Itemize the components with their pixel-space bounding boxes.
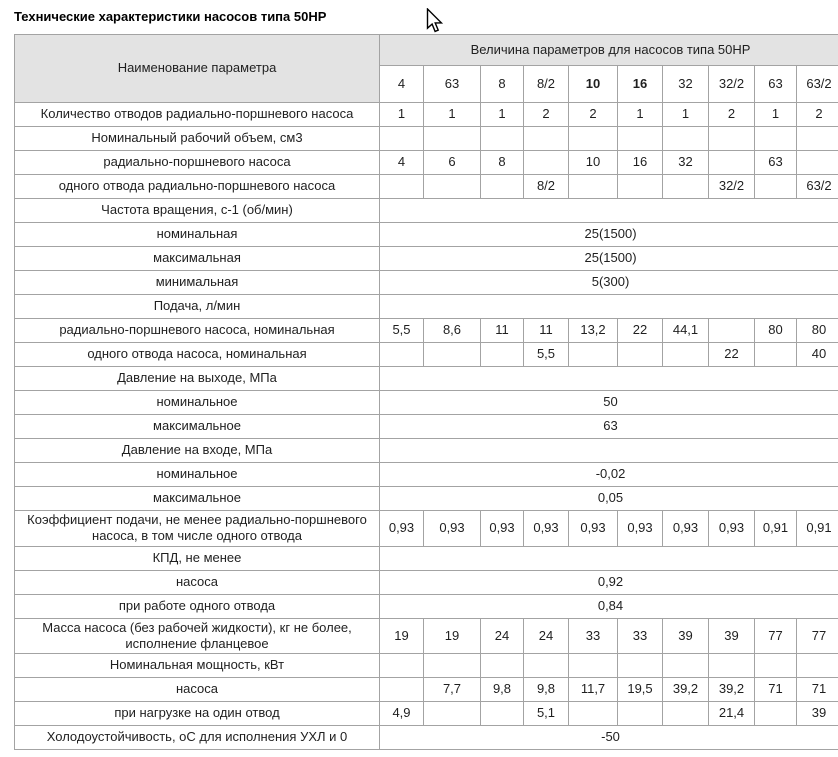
value-cell	[424, 702, 481, 726]
value-cell	[481, 175, 524, 199]
value-cell: 2	[709, 103, 755, 127]
values-header: Величина параметров для насосов типа 50НР	[380, 35, 838, 66]
value-cell: 32/2	[709, 175, 755, 199]
table-row	[15, 391, 838, 415]
merged-value-cell	[380, 439, 838, 463]
merged-value-cell: 0,84	[380, 594, 838, 618]
value-cell: 0,93	[481, 511, 524, 547]
table-header	[15, 35, 838, 103]
value-cell	[618, 343, 663, 367]
value-cell	[709, 127, 755, 151]
param-label: номинальное	[15, 391, 380, 415]
table-row	[15, 199, 838, 223]
value-cell	[569, 343, 618, 367]
table-row	[15, 319, 838, 343]
value-cell: 11,7	[569, 678, 618, 702]
value-cell: 33	[618, 618, 663, 654]
merged-value-cell: 63	[380, 415, 838, 439]
value-cell: 6	[424, 151, 481, 175]
table-row	[15, 487, 838, 511]
table-row	[15, 247, 838, 271]
value-cell: 8	[481, 151, 524, 175]
value-cell: 39,2	[663, 678, 709, 702]
value-cell: 21,4	[709, 702, 755, 726]
value-cell	[380, 343, 424, 367]
value-cell	[569, 127, 618, 151]
param-label: Частота вращения, с-1 (об/мин)	[15, 199, 380, 223]
value-cell: 9,8	[524, 678, 569, 702]
value-cell: 24	[481, 618, 524, 654]
value-cell	[380, 654, 424, 678]
table-row	[15, 103, 838, 127]
value-cell: 63/2	[797, 175, 838, 199]
value-cell: 4	[380, 151, 424, 175]
param-label: минимальная	[15, 271, 380, 295]
table-row	[15, 594, 838, 618]
table-row	[15, 654, 838, 678]
value-cell: 7,7	[424, 678, 481, 702]
value-cell	[755, 343, 797, 367]
merged-value-cell	[380, 199, 838, 223]
value-cell: 0,93	[569, 511, 618, 547]
merged-value-cell: 50	[380, 391, 838, 415]
param-label: максимальное	[15, 487, 380, 511]
table-row	[15, 511, 838, 547]
value-cell	[569, 654, 618, 678]
column-header: 10	[569, 66, 618, 103]
table-row	[15, 175, 838, 199]
table-row	[15, 702, 838, 726]
value-cell: 44,1	[663, 319, 709, 343]
merged-value-cell: 0,05	[380, 487, 838, 511]
value-cell	[424, 175, 481, 199]
value-cell	[755, 702, 797, 726]
param-label: насоса	[15, 570, 380, 594]
column-header: 4	[380, 66, 424, 103]
value-cell	[424, 343, 481, 367]
value-cell: 19	[380, 618, 424, 654]
value-cell: 8,6	[424, 319, 481, 343]
value-cell	[663, 343, 709, 367]
table-row	[15, 546, 838, 570]
value-cell	[618, 654, 663, 678]
value-cell	[569, 175, 618, 199]
value-cell: 0,93	[663, 511, 709, 547]
value-cell: 5,5	[380, 319, 424, 343]
value-cell: 13,2	[569, 319, 618, 343]
value-cell: 4,9	[380, 702, 424, 726]
column-header: 63/2	[797, 66, 838, 103]
value-cell: 71	[755, 678, 797, 702]
value-cell	[618, 702, 663, 726]
specs-table	[14, 34, 838, 750]
table-row	[15, 367, 838, 391]
param-label: Масса насоса (без рабочей жидкости), кг не более, исполнение фланцевое	[15, 618, 380, 654]
value-cell: 11	[524, 319, 569, 343]
page-title: Технические характеристики насосов типа 50НР	[14, 9, 327, 24]
value-cell	[481, 127, 524, 151]
value-cell: 0,93	[618, 511, 663, 547]
param-label: Давление на выходе, МПа	[15, 367, 380, 391]
table-row	[15, 618, 838, 654]
param-label: одного отвода радиально-поршневого насоса	[15, 175, 380, 199]
param-label: номинальная	[15, 223, 380, 247]
value-cell: 2	[797, 103, 838, 127]
value-cell	[569, 702, 618, 726]
value-cell	[380, 678, 424, 702]
value-cell: 1	[481, 103, 524, 127]
value-cell	[380, 127, 424, 151]
value-cell	[709, 319, 755, 343]
param-label: Номинальная мощность, кВт	[15, 654, 380, 678]
table-row	[15, 726, 838, 750]
value-cell	[380, 175, 424, 199]
value-cell: 10	[569, 151, 618, 175]
value-cell: 0,93	[709, 511, 755, 547]
param-label: радиально-поршневого насоса	[15, 151, 380, 175]
value-cell: 39	[663, 618, 709, 654]
merged-value-cell: 25(1500)	[380, 247, 838, 271]
value-cell	[755, 175, 797, 199]
value-cell: 40	[797, 343, 838, 367]
column-header: 32/2	[709, 66, 755, 103]
param-label: Коэффициент подачи, не менее радиально-поршневого насоса, в том числе одного отвода	[15, 511, 380, 547]
table-row	[15, 343, 838, 367]
table-row	[15, 151, 838, 175]
merged-value-cell	[380, 546, 838, 570]
merged-value-cell: 0,92	[380, 570, 838, 594]
value-cell: 1	[755, 103, 797, 127]
value-cell: 32	[663, 151, 709, 175]
value-cell: 2	[569, 103, 618, 127]
value-cell	[618, 127, 663, 151]
value-cell	[481, 343, 524, 367]
merged-value-cell	[380, 295, 838, 319]
param-label: Количество отводов радиально-поршневого насоса	[15, 103, 380, 127]
value-cell: 0,93	[524, 511, 569, 547]
merged-value-cell: -0,02	[380, 463, 838, 487]
param-label: при работе одного отвода	[15, 594, 380, 618]
param-label: Подача, л/мин	[15, 295, 380, 319]
value-cell: 8/2	[524, 175, 569, 199]
value-cell: 5,5	[524, 343, 569, 367]
value-cell: 1	[618, 103, 663, 127]
value-cell: 63	[755, 151, 797, 175]
value-cell: 1	[424, 103, 481, 127]
param-label: максимальное	[15, 415, 380, 439]
value-cell: 24	[524, 618, 569, 654]
param-label: максимальная	[15, 247, 380, 271]
param-label: номинальное	[15, 463, 380, 487]
value-cell: 71	[797, 678, 838, 702]
value-cell: 9,8	[481, 678, 524, 702]
value-cell	[424, 654, 481, 678]
column-header: 16	[618, 66, 663, 103]
column-header: 63	[755, 66, 797, 103]
table-body	[15, 103, 838, 750]
column-header: 63	[424, 66, 481, 103]
table-row	[15, 463, 838, 487]
value-cell: 22	[618, 319, 663, 343]
value-cell: 39,2	[709, 678, 755, 702]
value-cell: 1	[380, 103, 424, 127]
param-label: радиально-поршневого насоса, номинальная	[15, 319, 380, 343]
value-cell: 11	[481, 319, 524, 343]
value-cell: 5,1	[524, 702, 569, 726]
value-cell: 0,93	[424, 511, 481, 547]
table-row	[15, 439, 838, 463]
table-row	[15, 415, 838, 439]
value-cell: 80	[755, 319, 797, 343]
table-row	[15, 271, 838, 295]
param-label: Холодоустойчивость, оС для исполнения УХЛ и 0	[15, 726, 380, 750]
value-cell	[755, 127, 797, 151]
merged-value-cell: -50	[380, 726, 838, 750]
value-cell	[524, 127, 569, 151]
param-label: одного отвода насоса, номинальная	[15, 343, 380, 367]
value-cell	[797, 654, 838, 678]
value-cell	[524, 654, 569, 678]
value-cell: 0,93	[380, 511, 424, 547]
value-cell: 0,91	[755, 511, 797, 547]
value-cell	[755, 654, 797, 678]
value-cell	[663, 702, 709, 726]
value-cell	[797, 127, 838, 151]
value-cell	[618, 175, 663, 199]
column-header: 8/2	[524, 66, 569, 103]
merged-value-cell: 25(1500)	[380, 223, 838, 247]
param-label: Давление на входе, МПа	[15, 439, 380, 463]
value-cell: 80	[797, 319, 838, 343]
table-row	[15, 295, 838, 319]
value-cell: 19	[424, 618, 481, 654]
value-cell: 0,91	[797, 511, 838, 547]
value-cell: 2	[524, 103, 569, 127]
param-label: при нагрузке на один отвод	[15, 702, 380, 726]
value-cell	[709, 654, 755, 678]
merged-value-cell: 5(300)	[380, 271, 838, 295]
param-label: КПД, не менее	[15, 546, 380, 570]
table-row	[15, 678, 838, 702]
value-cell: 77	[755, 618, 797, 654]
value-cell	[663, 175, 709, 199]
value-cell	[481, 702, 524, 726]
merged-value-cell	[380, 367, 838, 391]
value-cell: 16	[618, 151, 663, 175]
value-cell	[524, 151, 569, 175]
value-cell: 22	[709, 343, 755, 367]
table-row	[15, 223, 838, 247]
table-row	[15, 127, 838, 151]
value-cell	[709, 151, 755, 175]
column-header: 8	[481, 66, 524, 103]
param-name-header: Наименование параметра	[15, 35, 380, 103]
value-cell: 33	[569, 618, 618, 654]
value-cell	[797, 151, 838, 175]
value-cell	[424, 127, 481, 151]
value-cell: 19,5	[618, 678, 663, 702]
header-row-top	[15, 35, 838, 66]
value-cell: 77	[797, 618, 838, 654]
column-header: 32	[663, 66, 709, 103]
value-cell: 39	[797, 702, 838, 726]
param-label: насоса	[15, 678, 380, 702]
value-cell: 1	[663, 103, 709, 127]
param-label: Номинальный рабочий объем, см3	[15, 127, 380, 151]
value-cell	[481, 654, 524, 678]
table-row	[15, 570, 838, 594]
value-cell	[663, 127, 709, 151]
value-cell: 39	[709, 618, 755, 654]
value-cell	[663, 654, 709, 678]
